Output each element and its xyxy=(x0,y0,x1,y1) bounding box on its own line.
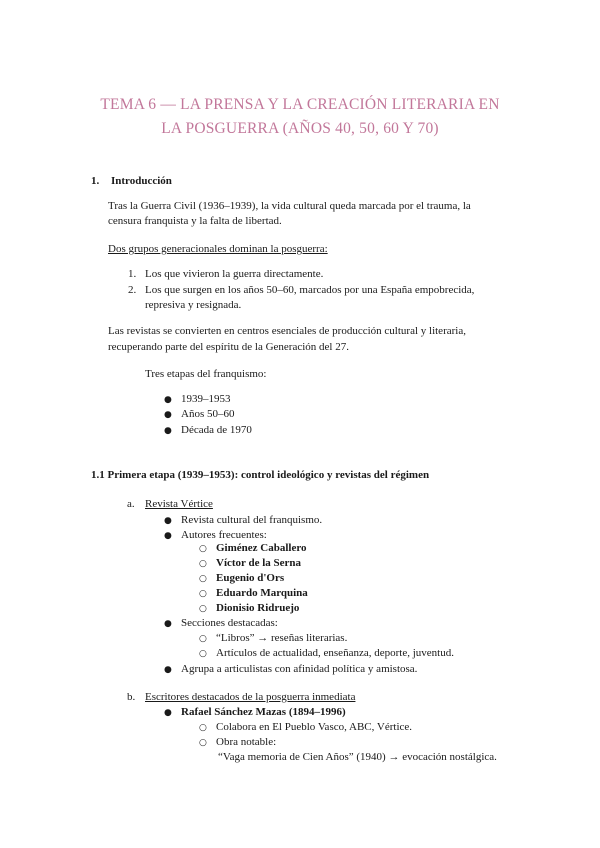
list-item: Los que surgen en los años 50–60, marcados por una España empobrecida, xyxy=(145,284,475,296)
author-name: Eugenio d'Ors xyxy=(216,572,285,584)
circle-bullet-icon: ○ xyxy=(199,589,207,599)
paragraph-line: recuperando parte del espíritu de la Generación del 27. xyxy=(108,341,349,353)
work-description: “Vaga memoria de Cien Años” (1940) → evocación nostálgica. xyxy=(218,751,497,763)
author-name: Giménez Caballero xyxy=(216,542,307,554)
author-name: Dionisio Ridruejo xyxy=(216,602,300,614)
list-item: Autores frecuentes: xyxy=(181,529,267,541)
section-item: “Libros” → reseñas literarias. xyxy=(216,632,348,644)
author-name: Eduardo Marquina xyxy=(216,587,308,599)
bullet-icon: ● xyxy=(164,619,172,629)
bullet-icon: ● xyxy=(164,395,172,405)
subsection-title: Escritores destacados de la posguerra inmediata xyxy=(145,691,356,703)
list-item: Revista cultural del franquismo. xyxy=(181,514,323,526)
bullet-icon: ● xyxy=(164,665,172,675)
bullet-icon: ● xyxy=(164,516,172,526)
bullet-icon: ● xyxy=(164,410,172,420)
circle-bullet-icon: ○ xyxy=(199,544,207,554)
list-item-continuation: represiva y resignada. xyxy=(145,299,242,311)
list-letter: b. xyxy=(127,691,136,703)
list-letter: a. xyxy=(127,498,135,510)
list-item: Agrupa a articulistas con afinidad política y amistosa. xyxy=(181,663,418,675)
paragraph-line: censura franquista y la falta de libertad. xyxy=(108,215,282,227)
writer-name: Rafael Sánchez Mazas (1894–1996) xyxy=(181,706,346,718)
list-item: Los que vivieron la guerra directamente. xyxy=(145,268,324,280)
paragraph-line: Tras la Guerra Civil (1936–1939), la vida cultural queda marcada por el trauma, la xyxy=(108,200,471,212)
section-heading: Introducción xyxy=(111,175,172,187)
stage-item: Década de 1970 xyxy=(181,424,252,436)
stage-item: Años 50–60 xyxy=(181,408,235,420)
author-name: Víctor de la Serna xyxy=(216,557,302,569)
bullet-icon: ● xyxy=(164,531,172,541)
bullet-icon: ● xyxy=(164,426,172,436)
subsection-title: Revista Vértice xyxy=(145,498,213,510)
list-number: 2. xyxy=(128,284,137,296)
stage-item: 1939–1953 xyxy=(181,393,231,405)
list-item: Secciones destacadas: xyxy=(181,617,278,629)
circle-bullet-icon: ○ xyxy=(199,634,207,644)
circle-bullet-icon: ○ xyxy=(199,723,207,733)
section-number: 1. xyxy=(91,175,100,187)
subsection-heading: 1.1 Primera etapa (1939–1953): control ideológico y revistas del régimen xyxy=(91,469,430,481)
title-line-1: TEMA 6 — LA PRENSA Y LA CREACIÓN LITERARIA EN xyxy=(100,96,500,113)
circle-bullet-icon: ○ xyxy=(199,738,207,748)
bullet-icon: ● xyxy=(164,708,172,718)
groups-heading: Dos grupos generacionales dominan la posguerra: xyxy=(108,243,328,255)
circle-bullet-icon: ○ xyxy=(199,649,207,659)
page-title xyxy=(60,93,540,141)
circle-bullet-icon: ○ xyxy=(199,559,207,569)
circle-bullet-icon: ○ xyxy=(199,604,207,614)
list-number: 1. xyxy=(128,268,137,280)
title-line-2: LA POSGUERRA (AÑOS 40, 50, 60 Y 70) xyxy=(161,120,439,137)
circle-bullet-icon: ○ xyxy=(199,574,207,584)
paragraph-line: Las revistas se convierten en centros esenciales de producción cultural y literaria, xyxy=(108,325,466,337)
section-item: Artículos de actualidad, enseñanza, deporte, juventud. xyxy=(216,647,454,659)
stages-heading: Tres etapas del franquismo: xyxy=(145,368,267,380)
writer-item: Obra notable: xyxy=(216,736,277,748)
writer-item: Colabora en El Pueblo Vasco, ABC, Vértice. xyxy=(216,721,413,733)
